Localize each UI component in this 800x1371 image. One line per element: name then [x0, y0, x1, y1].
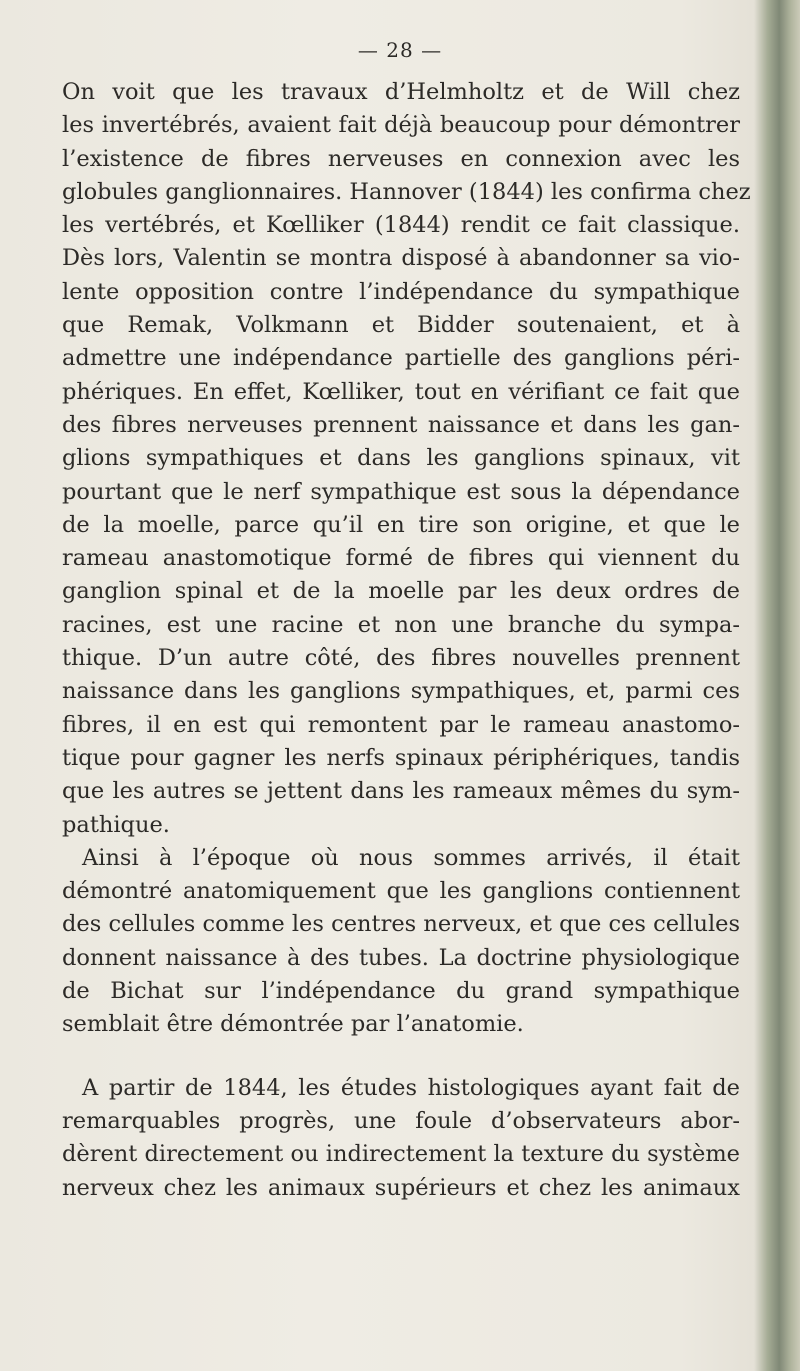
text-line: racines, est une racine et non une branche du sympa-	[62, 611, 740, 638]
paragraph	[62, 842, 740, 1042]
text-line: Ainsi à l’époque où nous sommes arrivés, il était	[82, 844, 740, 871]
text-line: que les autres se jettent dans les rameaux mêmes du sym-	[62, 778, 740, 805]
text-line: des cellules comme les centres nerveux, et que ces cellules	[62, 911, 740, 938]
paragraph	[62, 1072, 740, 1205]
text-line: que Remak, Volkmann et Bidder soutenaient, et à	[62, 312, 740, 339]
text-line: semblait être démontrée par l’anatomie.	[62, 1011, 524, 1038]
text-line: lente opposition contre l’indépendance du sympathique	[62, 278, 740, 305]
text-line: admettre une indépendance partielle des ganglions péri-	[62, 345, 740, 372]
text-line: On voit que les travaux d’Helmholtz et de Will chez	[62, 79, 740, 105]
text-line: les vertébrés, et Kœlliker (1844) rendit ce fait classique.	[62, 212, 740, 239]
text-line: de la moelle, parce qu’il en tire son origine, et que le	[62, 511, 740, 538]
text-line: fibres, il en est qui remontent par le rameau anastomo-	[62, 711, 740, 738]
text-line: de Bichat sur l’indépendance du grand sympathique	[62, 978, 740, 1005]
text-line: glions sympathiques et dans les ganglions spinaux, vit	[62, 445, 740, 472]
text-line: thique. D’un autre côté, des fibres nouvelles prennent	[62, 645, 740, 672]
text-line: nerveux chez les animaux supérieurs et chez les animaux	[62, 1174, 740, 1201]
text-line: A partir de 1844, les études histologiques ayant fait de	[82, 1074, 740, 1101]
text-line: démontré anatomiquement que les ganglions contiennent	[62, 878, 740, 905]
paragraph	[62, 76, 751, 842]
text-line: ganglion spinal et de la moelle par les deux ordres de	[62, 578, 740, 605]
page-binding-edge	[754, 0, 800, 1371]
paragraph-spacing	[62, 1042, 740, 1072]
text-line: naissance dans les ganglions sympathiques, et, parmi ces	[62, 678, 740, 705]
text-line: des fibres nerveuses prennent naissance et dans les gan-	[62, 411, 740, 438]
text-line: remarquables progrès, une foule d’observateurs abor-	[62, 1107, 740, 1134]
text-line: pathique.	[62, 811, 170, 838]
text-line: rameau anastomotique formé de fibres qui viennent du	[62, 545, 740, 572]
body-text	[62, 76, 751, 1205]
text-line: Dès lors, Valentin se montra disposé à abandonner sa vio-	[62, 245, 740, 272]
text-line: donnent naissance à des tubes. La doctrine physiologique	[62, 944, 740, 971]
text-line: pourtant que le nerf sympathique est sous la dépendance	[62, 478, 740, 505]
text-line: dèrent directement ou indirectement la texture du système	[62, 1141, 740, 1168]
text-line: les invertébrés, avaient fait déjà beaucoup pour démontrer	[62, 112, 740, 139]
text-line: phériques. En effet, Kœlliker, tout en vérifiant ce fait que	[62, 378, 740, 405]
text-line: l’existence de fibres nerveuses en connexion avec les	[62, 145, 740, 172]
text-line: globules ganglionnaires. Hannover (1844) les confirma chez	[62, 178, 751, 205]
page-number: — 28 —	[357, 38, 443, 62]
text-line: tique pour gagner les nerfs spinaux périphériques, tandis	[62, 744, 740, 771]
